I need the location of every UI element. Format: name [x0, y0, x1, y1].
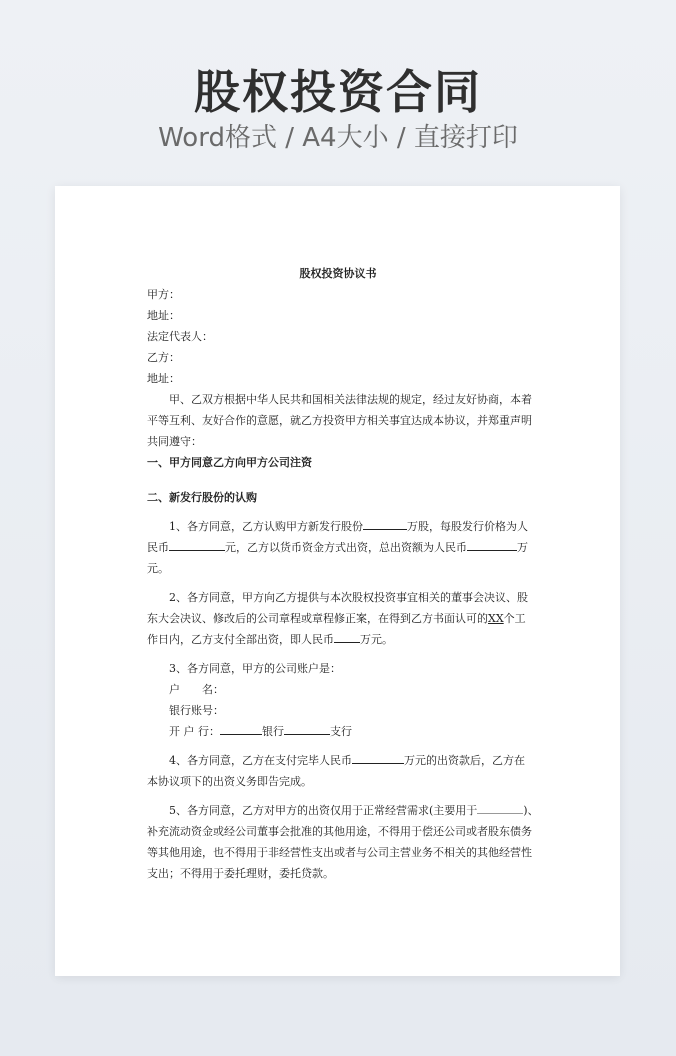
clause-5-line: 等其他用途，也不得用于非经营性支出或者与公司主营业务不相关的其他经营性: [147, 846, 532, 859]
preamble-line: 平等互利、友好合作的意愿，就乙方投资甲方相关事宜达成本协议，并郑重声明: [147, 414, 532, 427]
clause-2-line: 2、各方同意，甲方向乙方提供与本次股权投资事宜相关的董事会决议、股: [169, 591, 528, 604]
clause-5-line: 支出；不得用于委托理财，委托贷款。: [147, 867, 334, 880]
section-heading-2: 二、新发行股份的认购: [147, 491, 257, 504]
clause-2-line: 作日内，乙方支付全部出资，即人民币 万元。: [147, 633, 393, 646]
clause-5-line: 补充流动资金或经公司董事会批准的其他用途，不得用于偿还公司或者股东债务: [147, 825, 532, 838]
legal-rep-label: 法定代表人：: [147, 330, 213, 343]
clause-5-line: 5、各方同意，乙方对甲方的出资仅用于正常经营需求(主要用于 )、: [169, 804, 539, 817]
clause-1-line: 1、各方同意，乙方认购甲方新发行股份 万股，每股发行价格为人: [169, 520, 528, 533]
document-page: [55, 186, 620, 976]
document-body: [147, 264, 539, 884]
clause-4-line: 本协议项下的出资义务即告完成。: [147, 775, 312, 788]
preamble-line: 共同遵守：: [147, 435, 202, 448]
document-title: 股权投资协议书: [299, 267, 377, 280]
clause-4-line: 4、各方同意，乙方在支付完毕人民币 万元的出资款后，乙方在: [169, 754, 525, 767]
banner-title: 股权投资合同: [194, 65, 482, 119]
clause-1-line: 元。: [147, 562, 169, 575]
preamble-line: 甲、乙双方根据中华人民共和国相关法律法规的规定，经过友好协商，本着: [169, 393, 532, 406]
party-a-label: 甲方：: [147, 288, 180, 301]
party-a-address-label: 地址：: [147, 309, 180, 322]
clause-1-line: 民币 元，乙方以货币资金方式出资，总出资额为人民币 万: [147, 541, 528, 554]
party-b-address-label: 地址：: [147, 372, 180, 385]
account-name-label: 户 名：: [169, 683, 224, 696]
party-b-label: 乙方：: [147, 351, 180, 364]
banner-subtitle: Word格式 / A4大小 / 直接打印: [158, 123, 518, 153]
section-heading-1: 一、甲方同意乙方向甲方公司注资: [147, 456, 312, 469]
account-number-label: 银行账号：: [169, 704, 224, 717]
clause-2-line: 东大会决议、修改后的公司章程或章程修正案，在得到乙方书面认可的XX个工: [147, 612, 526, 625]
account-bank-line: 开 户 行： 银行 支行: [169, 725, 352, 738]
clause-3-line: 3、各方同意，甲方的公司账户是：: [169, 662, 341, 675]
